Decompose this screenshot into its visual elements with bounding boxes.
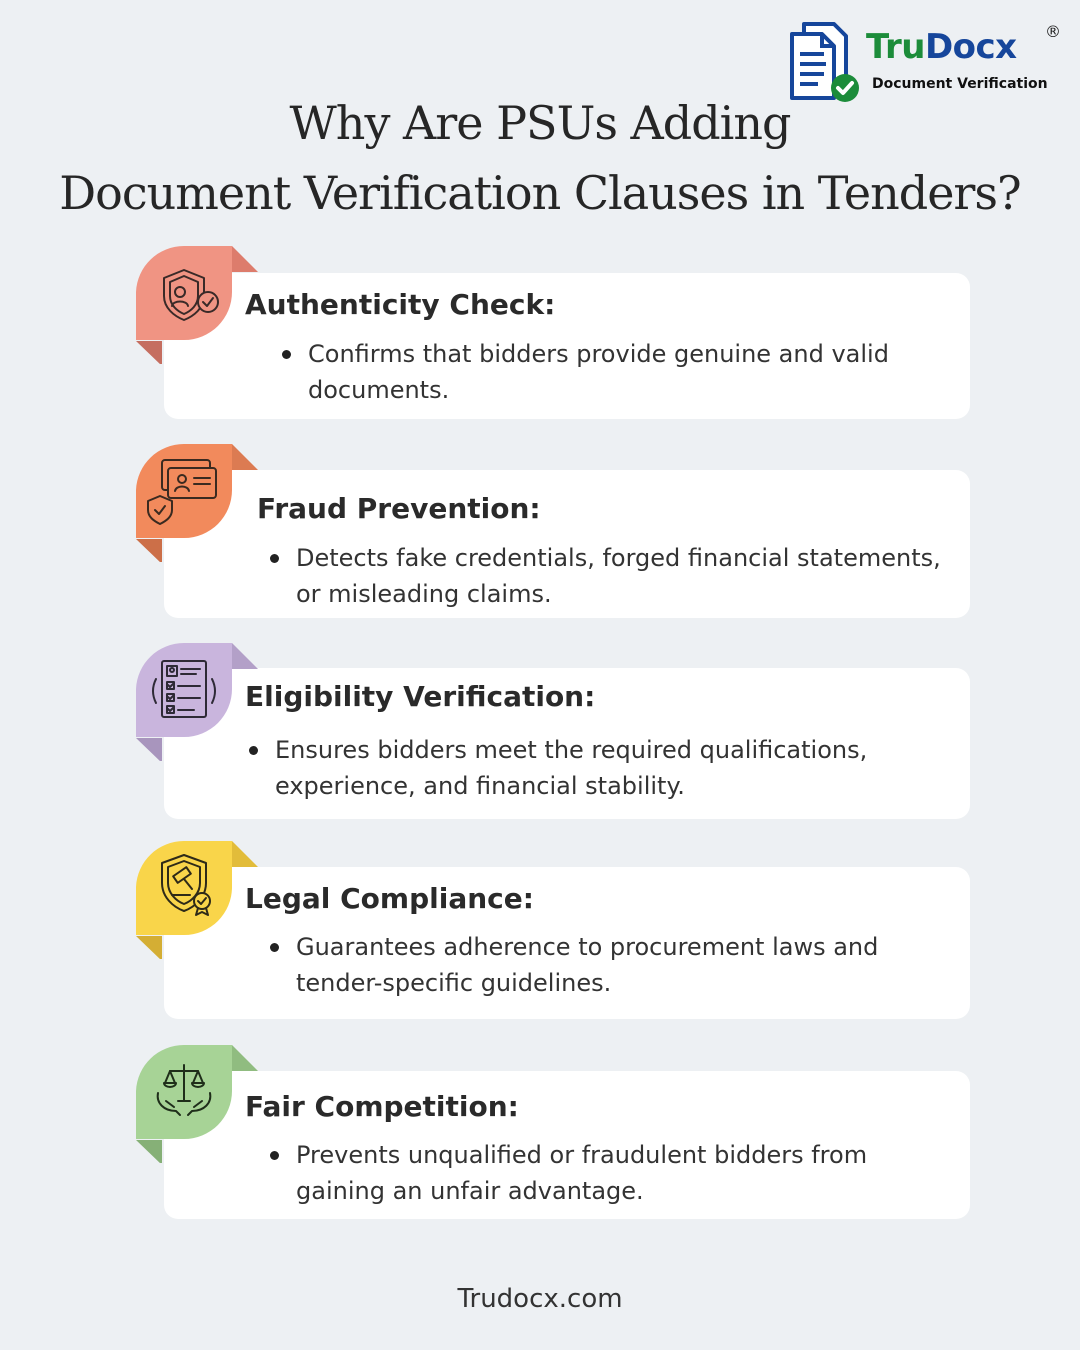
heading-eligibility-verification: Eligibility Verification: <box>245 680 596 713</box>
title-line-2: Document Verification Clauses in Tenders? <box>59 166 1021 220</box>
registered-mark: ® <box>1045 22 1061 41</box>
heading-fair-competition: Fair Competition: <box>245 1090 519 1123</box>
title-line-1: Why Are PSUs Adding <box>289 96 791 150</box>
heading-legal-compliance: Legal Compliance: <box>245 882 534 915</box>
brand-name <box>866 27 1017 67</box>
bullet-authenticity-check: Confirms that bidders provide genuine and valid documents. <box>308 336 958 408</box>
badge-fraud-prevention <box>136 444 258 562</box>
bullet-fraud-prevention: Detects fake credentials, forged financial statements, or misleading claims. <box>296 540 946 612</box>
heading-fraud-prevention: Fraud Prevention: <box>257 492 541 525</box>
badge-legal-compliance <box>136 841 258 959</box>
website-link[interactable]: Trudocx.com <box>457 1284 623 1314</box>
brand-name-part1: Tru <box>866 27 925 67</box>
badge-fair-competition <box>136 1045 258 1163</box>
badge-eligibility-verification <box>136 643 258 761</box>
bullet-legal-compliance: Guarantees adherence to procurement laws and tender-specific guidelines. <box>296 929 946 1001</box>
brand-tagline: Document Verification <box>872 76 1048 92</box>
bullet-eligibility-verification: Ensures bidders meet the required qualifications, experience, and financial stability. <box>275 732 925 804</box>
page-title <box>0 88 1080 228</box>
badge-authenticity-check <box>136 246 258 364</box>
bullet-fair-competition: Prevents unqualified or fraudulent bidders from gaining an unfair advantage. <box>296 1137 946 1209</box>
heading-authenticity-check: Authenticity Check: <box>245 288 556 321</box>
brand-name-part2: Docx <box>924 27 1017 67</box>
